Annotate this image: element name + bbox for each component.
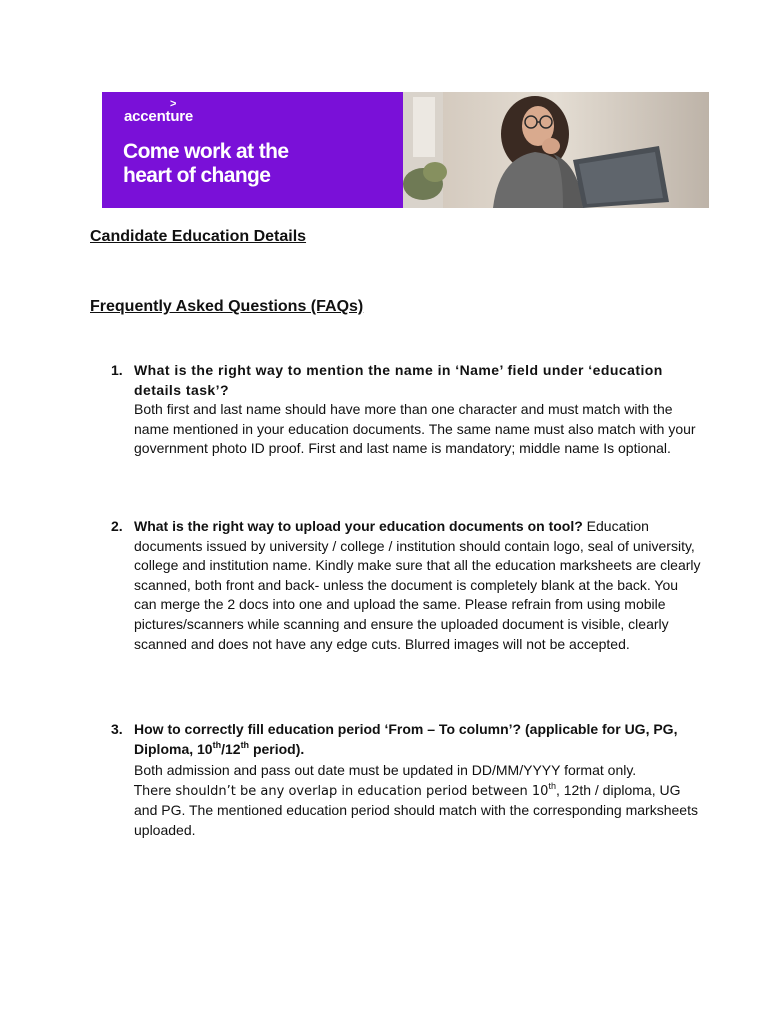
question-text: period).	[249, 740, 305, 757]
banner-brand-panel	[102, 92, 403, 208]
answer-text: , 12th / diploma, UG and PG. The mentioned education period should match with the corresponding marksheets uploaded.	[134, 781, 698, 838]
banner-tagline: Come work at the heart of change	[123, 140, 289, 187]
superscript: th	[240, 739, 250, 750]
faq-number: 3.	[111, 721, 123, 737]
faq-title: Frequently Asked Questions (FAQs)	[90, 298, 364, 315]
faq-answer	[134, 761, 701, 840]
superscript: th	[212, 739, 222, 750]
hero-banner	[102, 92, 709, 208]
faq-number: 1.	[111, 362, 123, 378]
section-title: Candidate Education Details	[90, 228, 307, 245]
faq-answer: Both first and last name should have more than one character and must match with the name mentioned in your education documents. The same name must also match with your government photo ID proof. First and last name is mandatory; middle name Is optional.	[134, 401, 696, 457]
faq-item-2	[111, 517, 701, 654]
accenture-logo	[124, 98, 194, 125]
faq-answer: Education documents issued by university / college / institution should contain logo, seal of university, college and institution name. Kindly make sure that all the education marksheets are clearly scanned, both front and back- unless the document is completely blank at the back. You can merge the 2 docs into one and upload the same. Please refrain from using mobile pictures/scanners while scanning and ensure the uploaded document is visible, clearly scanned and does not have any edge cuts. Blurred images will not be accepted.	[134, 518, 701, 652]
question-text: How to correctly fill education period ‘From – To column’? (applicable for UG, PG, Diploma, 10	[134, 721, 678, 757]
banner-photo-woman-laptop	[403, 92, 709, 208]
faq-question	[134, 720, 701, 759]
superscript: th	[548, 780, 556, 791]
faq-number: 2.	[111, 518, 123, 534]
faq-question: What is the right way to mention the name in ‘Name’ field under ‘education details task’?	[134, 362, 663, 398]
faq-item-1	[111, 361, 701, 459]
faq-question: What is the right way to upload your education documents on tool?	[134, 518, 583, 534]
logo-chevron-icon: >	[170, 98, 177, 110]
answer-line: Both admission and pass out date must be updated in DD/MM/YYYY format only.	[134, 762, 637, 779]
question-text: /12	[221, 740, 241, 757]
logo-text: accenture	[124, 108, 194, 125]
answer-text: There shouldn’t be any overlap in education period between 10	[134, 783, 549, 799]
faq-item-3	[111, 720, 701, 841]
